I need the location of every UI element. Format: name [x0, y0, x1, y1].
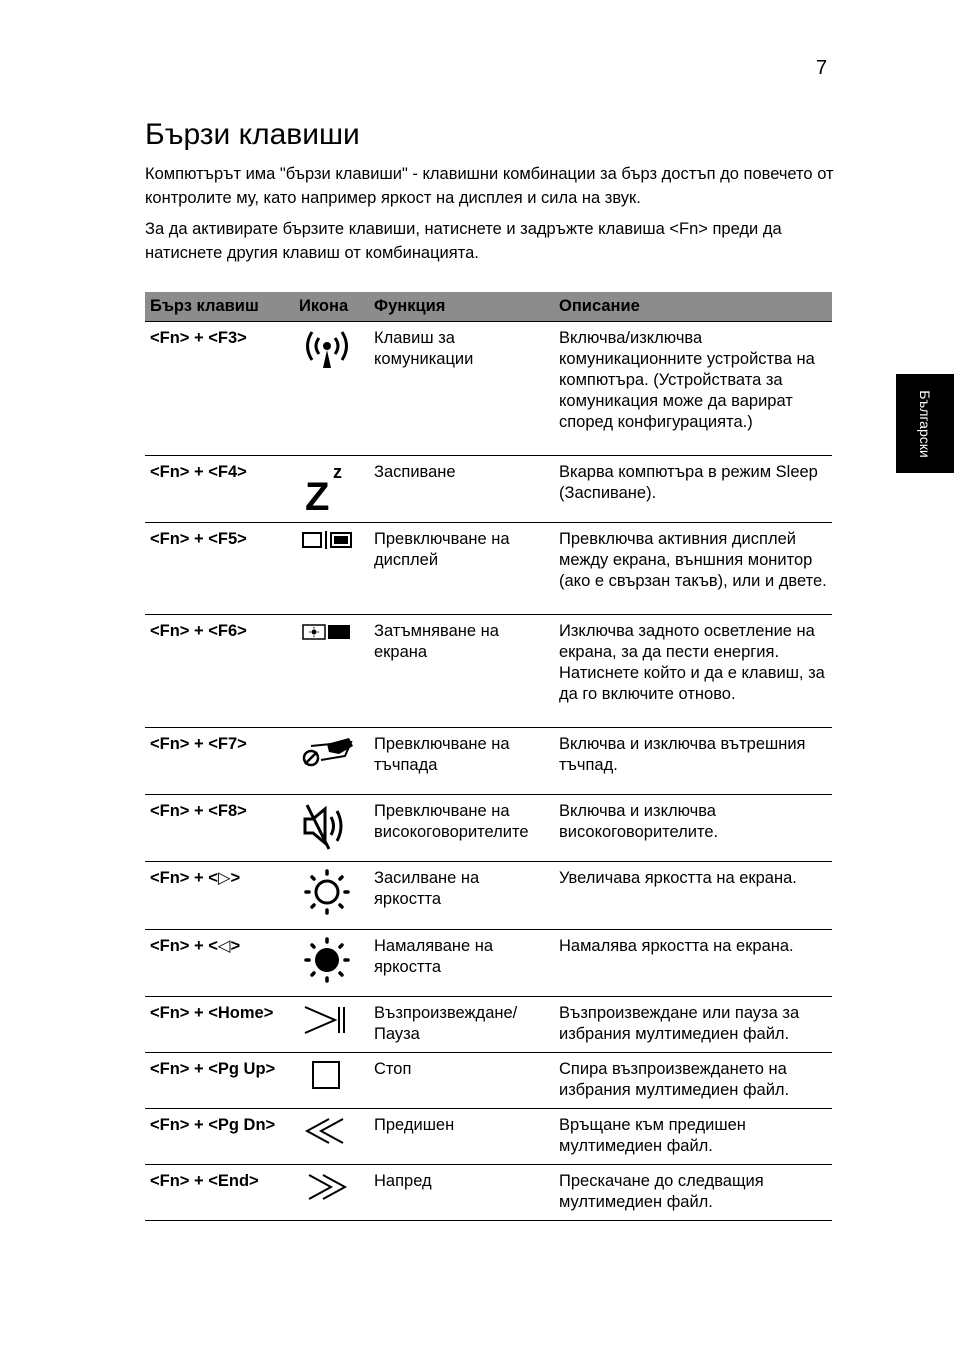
- hotkey-cell: <Fn> + <F3>: [145, 322, 294, 456]
- function-cell: Клавиш за комуникации: [369, 322, 554, 456]
- function-cell: Стоп: [369, 1053, 554, 1109]
- hotkey-cell: <Fn> + <End>: [145, 1165, 294, 1221]
- function-cell: Превключване на дисплей: [369, 523, 554, 615]
- table-row: [145, 862, 832, 930]
- header-hotkey: Бърз клавиш: [145, 292, 294, 322]
- stop-icon: [299, 1059, 359, 1091]
- function-cell: Превключване на високоговорителите: [369, 795, 554, 862]
- function-cell: Възпроизвеждане/ Пауза: [369, 997, 554, 1053]
- table-row: [145, 795, 832, 862]
- table-row: [145, 456, 832, 523]
- hotkey-cell: <Fn> + <Pg Up>: [145, 1053, 294, 1109]
- wireless-communication-icon: [299, 328, 359, 372]
- hotkey-cell: <Fn> + <▷>: [145, 862, 294, 930]
- function-cell: Засилване на яркостта: [369, 862, 554, 930]
- description-cell: Увеличава яркостта на екрана.: [554, 862, 832, 930]
- next-icon: [299, 1171, 359, 1203]
- svg-text:z: z: [333, 462, 342, 482]
- hotkey-cell: <Fn> + <F7>: [145, 728, 294, 795]
- touchpad-toggle-icon: [299, 734, 359, 770]
- table-row: [145, 615, 832, 728]
- header-description: Описание: [554, 292, 832, 322]
- description-cell: Превключва активния дисплей между екрана, външния монитор (ако е свързан такъв), или и двете.: [554, 523, 832, 615]
- function-cell: Заспиване: [369, 456, 554, 523]
- speaker-mute-icon: [299, 801, 359, 851]
- display-toggle-icon: [299, 529, 359, 553]
- hotkey-cell: <Fn> + <F4>: [145, 456, 294, 523]
- svg-text:Z: Z: [305, 475, 330, 512]
- table-row: [145, 930, 832, 997]
- hotkey-cell: <Fn> + <F6>: [145, 615, 294, 728]
- hotkeys-table: [145, 292, 832, 1221]
- header-function: Функция: [369, 292, 554, 322]
- description-cell: Включва/изключва комуникационните устройства на компютъра. (Устройствата за комуникация може да варират според конфигурацията.): [554, 322, 832, 456]
- brightness-up-icon: [299, 868, 359, 916]
- hotkey-cell: <Fn> + <Pg Dn>: [145, 1109, 294, 1165]
- table-row: [145, 728, 832, 795]
- table-row: [145, 1053, 832, 1109]
- instruction-paragraph: За да активирате бързите клавиши, натиснете и задръжте клавиша <Fn> преди да натиснете другия клавиш от комбинацията.: [145, 220, 782, 262]
- table-row: [145, 1109, 832, 1165]
- description-cell: Изключва задното осветление на екрана, за да пести енергия. Натиснете който и да е клавиш, за да го включите отново.: [554, 615, 832, 728]
- page-title: Бързи клавиши: [145, 118, 360, 151]
- function-cell: Намаляване на яркостта: [369, 930, 554, 997]
- table-row: [145, 997, 832, 1053]
- screen-blank-icon: [299, 621, 359, 643]
- intro-paragraph: Компютърът има "бързи клавиши" - клавишни комбинации за бърз достъп до повечето от контролите му, като например яркост на дисплея и сила на звук.: [145, 165, 834, 207]
- hotkey-cell: <Fn> + <◁>: [145, 930, 294, 997]
- header-icon: Икона: [294, 292, 369, 322]
- description-cell: Намалява яркостта на екрана.: [554, 930, 832, 997]
- hotkey-cell: <Fn> + <F5>: [145, 523, 294, 615]
- table-row: [145, 322, 832, 456]
- play-pause-icon: [299, 1003, 359, 1037]
- description-cell: Прескачане до следващия мултимедиен файл.: [554, 1165, 832, 1221]
- hotkey-cell: <Fn> + <F8>: [145, 795, 294, 862]
- table-row: [145, 1165, 832, 1221]
- description-cell: Вкарва компютъра в режим Sleep (Заспиване).: [554, 456, 832, 523]
- function-cell: Предишен: [369, 1109, 554, 1165]
- description-cell: Възпроизвеждане или пауза за избрания мултимедиен файл.: [554, 997, 832, 1053]
- function-cell: Напред: [369, 1165, 554, 1221]
- language-side-tab: [896, 374, 954, 473]
- page-number: 7: [816, 57, 828, 79]
- table-row: [145, 523, 832, 615]
- function-cell: Превключване на тъчпада: [369, 728, 554, 795]
- brightness-down-icon: [299, 936, 359, 984]
- sleep-icon: [299, 462, 359, 512]
- function-cell: Затъмняване на екрана: [369, 615, 554, 728]
- table-header-row: [145, 292, 832, 322]
- description-cell: Връщане към предишен мултимедиен файл.: [554, 1109, 832, 1165]
- language-label: Български: [917, 389, 933, 458]
- hotkey-cell: <Fn> + <Home>: [145, 997, 294, 1053]
- previous-icon: [299, 1115, 359, 1147]
- description-cell: Спира възпроизвеждането на избрания мултимедиен файл.: [554, 1053, 832, 1109]
- description-cell: Включва и изключва високоговорителите.: [554, 795, 832, 862]
- description-cell: Включва и изключва вътрешния тъчпад.: [554, 728, 832, 795]
